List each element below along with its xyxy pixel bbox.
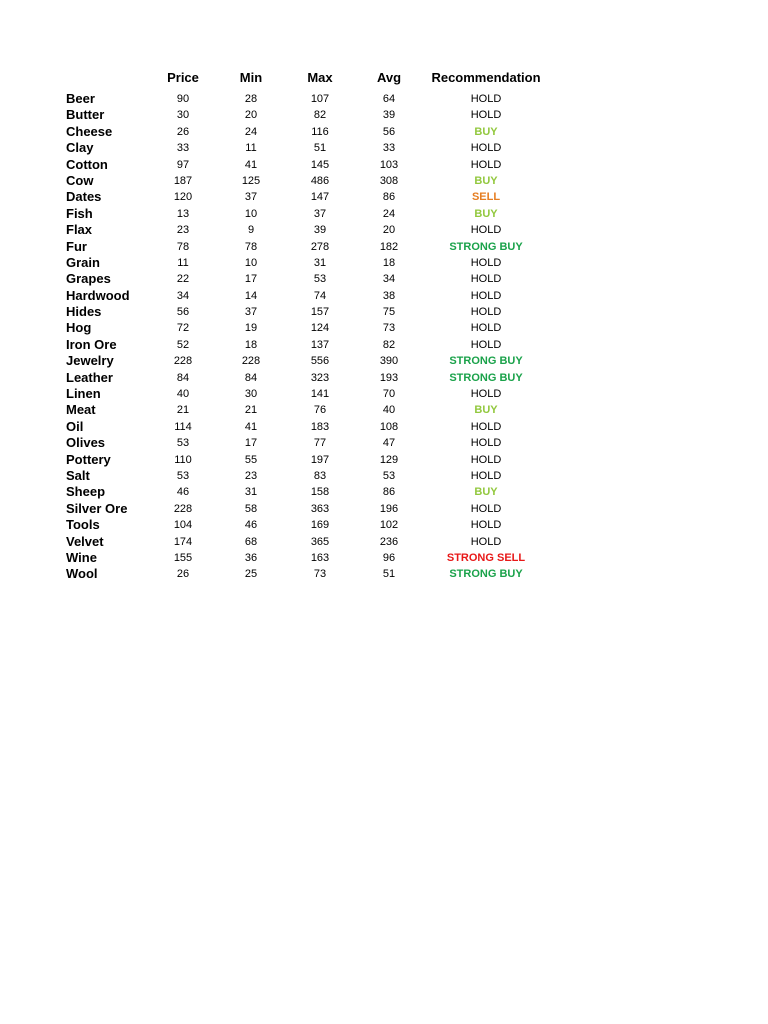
price-cell: 114 — [174, 420, 192, 433]
table-row — [0, 222, 768, 238]
price-cell: 33 — [176, 142, 190, 155]
max-cell: 51 — [313, 142, 327, 155]
price-cell: 11 — [177, 256, 189, 269]
table-row — [0, 124, 768, 140]
min-cell: 10 — [244, 256, 258, 269]
avg-cell: 390 — [379, 355, 399, 368]
avg-cell: 73 — [382, 322, 396, 335]
price-cell: 13 — [176, 207, 190, 220]
price-cell: 174 — [173, 535, 193, 548]
commodity-name: Fur — [66, 238, 87, 254]
recommendation-cell: BUY — [474, 404, 498, 417]
recommendation-cell: HOLD — [470, 338, 502, 351]
table-row — [0, 189, 768, 205]
price-cell: 97 — [176, 158, 190, 171]
price-cell: 53 — [176, 437, 190, 450]
price-cell: 155 — [173, 551, 193, 564]
max-cell: 77 — [313, 437, 327, 450]
max-cell: 147 — [310, 191, 330, 204]
table-row — [0, 288, 768, 304]
avg-cell: 129 — [379, 453, 399, 466]
commodity-name: Olives — [66, 435, 106, 451]
table-row — [0, 468, 768, 484]
avg-cell: 193 — [379, 371, 399, 384]
min-cell: 11 — [245, 142, 257, 155]
recommendation-cell: HOLD — [470, 437, 502, 450]
header-avg: Avg — [376, 70, 402, 85]
recommendation-cell: STRONG BUY — [449, 568, 523, 581]
recommendation-cell: HOLD — [470, 109, 502, 122]
price-cell: 72 — [176, 322, 190, 335]
max-cell: 37 — [313, 207, 327, 220]
price-cell: 26 — [176, 568, 190, 581]
price-cell: 52 — [176, 338, 190, 351]
min-cell: 21 — [244, 404, 258, 417]
recommendation-cell: HOLD — [470, 502, 502, 515]
commodity-name: Velvet — [66, 533, 104, 549]
max-cell: 363 — [310, 502, 330, 515]
min-cell: 18 — [244, 338, 258, 351]
commodity-name: Wine — [66, 549, 97, 565]
avg-cell: 20 — [382, 224, 396, 237]
price-cell: 21 — [176, 404, 190, 417]
min-cell: 23 — [244, 469, 258, 482]
table-row — [0, 157, 768, 173]
avg-cell: 64 — [382, 93, 396, 105]
avg-cell: 86 — [382, 486, 396, 499]
avg-cell: 82 — [382, 338, 396, 351]
max-cell: 141 — [310, 388, 330, 401]
recommendation-cell: HOLD — [470, 469, 502, 482]
avg-cell: 39 — [382, 109, 396, 122]
price-cell: 90 — [176, 93, 190, 105]
commodity-name: Linen — [66, 386, 101, 402]
max-cell: 107 — [310, 93, 330, 105]
commodity-name: Iron Ore — [66, 336, 117, 352]
min-cell: 68 — [244, 535, 258, 548]
commodity-name: Butter — [66, 107, 105, 123]
price-cell: 56 — [176, 306, 190, 319]
price-cell: 53 — [176, 469, 190, 482]
min-cell: 36 — [244, 551, 258, 564]
recommendation-cell: BUY — [474, 125, 498, 138]
recommendation-cell: HOLD — [470, 273, 502, 286]
max-cell: 39 — [313, 224, 327, 237]
max-cell: 83 — [313, 469, 327, 482]
min-cell: 125 — [241, 174, 261, 187]
price-cell: 104 — [173, 519, 193, 532]
min-cell: 46 — [244, 519, 258, 532]
recommendation-cell: BUY — [474, 486, 498, 499]
max-cell: 169 — [310, 519, 330, 532]
table-row — [0, 452, 768, 468]
table-row — [0, 255, 768, 271]
max-cell: 74 — [313, 289, 327, 302]
recommendation-cell: HOLD — [470, 420, 502, 433]
commodity-name: Clay — [66, 140, 94, 156]
recommendation-cell: HOLD — [470, 93, 502, 105]
price-cell: 34 — [176, 289, 190, 302]
recommendation-cell: SELL — [471, 191, 501, 204]
table-row — [0, 353, 768, 369]
recommendation-cell: HOLD — [470, 306, 502, 319]
min-cell: 37 — [244, 191, 258, 204]
max-cell: 124 — [310, 322, 330, 335]
avg-cell: 34 — [382, 273, 396, 286]
table-row — [0, 534, 768, 550]
table-row — [0, 501, 768, 517]
commodity-name: Fish — [66, 205, 93, 221]
avg-cell: 40 — [382, 404, 396, 417]
avg-cell: 47 — [382, 437, 396, 450]
min-cell: 228 — [241, 355, 261, 368]
avg-cell: 75 — [382, 306, 396, 319]
commodity-name: Tools — [66, 517, 100, 533]
avg-cell: 24 — [382, 207, 396, 220]
max-cell: 486 — [310, 174, 330, 187]
header-price: Price — [167, 70, 199, 85]
table-row — [0, 140, 768, 156]
price-cell: 23 — [176, 224, 190, 237]
avg-cell: 236 — [379, 535, 399, 548]
avg-cell: 102 — [379, 519, 399, 532]
min-cell: 41 — [244, 420, 258, 433]
commodity-name: Hardwood — [66, 287, 130, 303]
commodity-name: Beer — [66, 91, 95, 106]
recommendation-cell: STRONG BUY — [449, 371, 523, 384]
recommendation-cell: STRONG BUY — [449, 240, 523, 253]
price-cell: 84 — [176, 371, 190, 384]
table-row — [0, 370, 768, 386]
recommendation-cell: HOLD — [470, 388, 502, 401]
max-cell: 163 — [310, 551, 330, 564]
max-cell: 323 — [310, 371, 330, 384]
max-cell: 158 — [310, 486, 330, 499]
avg-cell: 56 — [382, 125, 396, 138]
commodity-name: Flax — [66, 222, 93, 238]
min-cell: 78 — [244, 240, 258, 253]
min-cell: 55 — [244, 453, 258, 466]
commodity-name: Dates — [66, 189, 102, 205]
max-cell: 278 — [310, 240, 330, 253]
max-cell: 116 — [311, 125, 329, 138]
min-cell: 41 — [244, 158, 258, 171]
header-min: Min — [239, 70, 263, 85]
commodity-name: Leather — [66, 369, 113, 385]
max-cell: 76 — [313, 404, 327, 417]
table-row — [0, 402, 768, 418]
min-cell: 20 — [244, 109, 258, 122]
avg-cell: 51 — [382, 568, 396, 581]
price-cell: 187 — [173, 174, 193, 187]
avg-cell: 86 — [382, 191, 396, 204]
commodity-name: Pottery — [66, 451, 111, 467]
price-cell: 40 — [176, 388, 190, 401]
max-cell: 73 — [313, 568, 327, 581]
max-cell: 145 — [310, 158, 330, 171]
min-cell: 37 — [244, 306, 258, 319]
table-header-row — [0, 68, 768, 88]
min-cell: 14 — [244, 289, 258, 302]
commodity-name: Oil — [66, 418, 84, 434]
min-cell: 10 — [244, 207, 258, 220]
commodity-name: Cotton — [66, 156, 108, 172]
avg-cell: 182 — [379, 240, 399, 253]
table-row — [0, 206, 768, 222]
commodity-name: Meat — [66, 402, 96, 418]
table-row — [0, 550, 768, 566]
avg-cell: 308 — [379, 174, 399, 187]
avg-cell: 18 — [382, 256, 396, 269]
min-cell: 9 — [247, 224, 255, 237]
commodity-name: Grain — [66, 254, 100, 270]
recommendation-cell: STRONG BUY — [449, 355, 523, 368]
avg-cell: 53 — [382, 469, 396, 482]
max-cell: 365 — [310, 535, 330, 548]
table-row — [0, 484, 768, 500]
commodity-name: Grapes — [66, 271, 111, 287]
table-row — [0, 517, 768, 533]
commodity-name: Cheese — [66, 123, 113, 139]
recommendation-cell: HOLD — [470, 158, 502, 171]
table-row — [0, 566, 768, 582]
avg-cell: 103 — [379, 158, 399, 171]
max-cell: 82 — [313, 109, 327, 122]
header-max: Max — [307, 70, 333, 85]
table-row — [0, 239, 768, 255]
avg-cell: 70 — [382, 388, 396, 401]
commodity-name: Jewelry — [66, 353, 114, 369]
commodity-name: Hog — [66, 320, 92, 336]
price-cell: 120 — [173, 191, 193, 204]
commodity-name: Salt — [66, 467, 90, 483]
table-row — [0, 386, 768, 402]
recommendation-cell: STRONG SELL — [446, 551, 526, 564]
price-cell: 110 — [174, 453, 192, 466]
avg-cell: 33 — [382, 142, 396, 155]
price-cell: 78 — [176, 240, 190, 253]
recommendation-cell: HOLD — [470, 224, 502, 237]
avg-cell: 196 — [379, 502, 399, 515]
recommendation-cell: HOLD — [470, 519, 502, 532]
avg-cell: 38 — [382, 289, 396, 302]
price-cell: 228 — [173, 355, 193, 368]
table-row — [0, 91, 768, 107]
min-cell: 28 — [244, 93, 258, 105]
max-cell: 31 — [313, 256, 327, 269]
table-row — [0, 320, 768, 336]
table-row — [0, 271, 768, 287]
avg-cell: 108 — [379, 420, 399, 433]
table-row — [0, 107, 768, 123]
recommendation-cell: BUY — [474, 174, 498, 187]
commodity-name: Wool — [66, 566, 98, 582]
max-cell: 183 — [310, 420, 330, 433]
min-cell: 25 — [244, 568, 258, 581]
max-cell: 53 — [313, 273, 327, 286]
min-cell: 58 — [244, 502, 258, 515]
commodity-name: Hides — [66, 304, 102, 320]
min-cell: 17 — [244, 273, 258, 286]
table-row — [0, 173, 768, 189]
min-cell: 31 — [244, 486, 258, 499]
min-cell: 17 — [244, 437, 258, 450]
min-cell: 30 — [244, 388, 258, 401]
avg-cell: 96 — [382, 551, 396, 564]
max-cell: 197 — [310, 453, 330, 466]
table-row — [0, 435, 768, 451]
commodity-name: Cow — [66, 172, 94, 188]
min-cell: 24 — [244, 125, 258, 138]
table-row — [0, 304, 768, 320]
price-cell: 22 — [176, 273, 190, 286]
table-row — [0, 337, 768, 353]
recommendation-cell: HOLD — [470, 535, 502, 548]
price-cell: 228 — [173, 502, 193, 515]
price-cell: 46 — [176, 486, 190, 499]
min-cell: 19 — [244, 322, 258, 335]
recommendation-cell: HOLD — [470, 256, 502, 269]
recommendation-cell: BUY — [474, 207, 498, 220]
header-recommendation: Recommendation — [431, 70, 541, 85]
max-cell: 157 — [310, 306, 330, 319]
min-cell: 84 — [244, 371, 258, 384]
table-body — [0, 91, 768, 583]
recommendation-cell: HOLD — [470, 289, 502, 302]
recommendation-cell: HOLD — [470, 322, 502, 335]
recommendation-cell: HOLD — [470, 453, 502, 466]
max-cell: 556 — [310, 355, 330, 368]
commodity-name: Sheep — [66, 484, 106, 500]
commodity-name: Silver Ore — [66, 500, 128, 516]
price-cell: 30 — [176, 109, 190, 122]
table-row — [0, 419, 768, 435]
price-cell: 26 — [176, 125, 190, 138]
recommendation-cell: HOLD — [470, 142, 502, 155]
max-cell: 137 — [310, 338, 330, 351]
